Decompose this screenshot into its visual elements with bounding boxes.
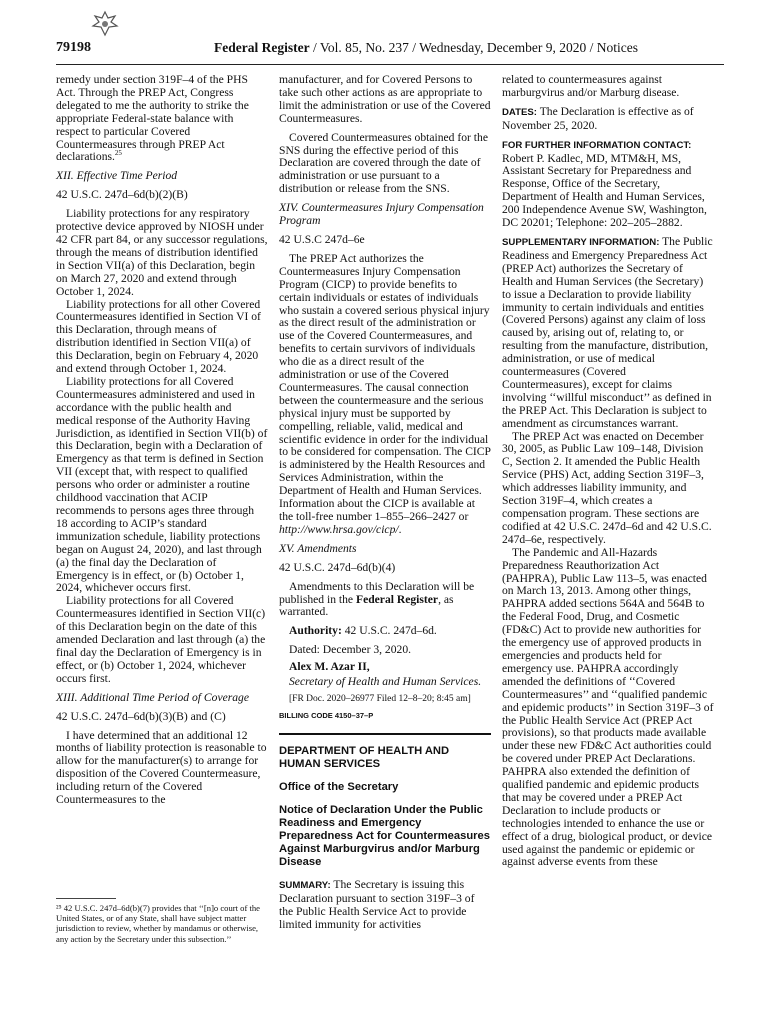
column-2: [279, 74, 491, 937]
section-heading: XII. Effective Time Period: [56, 169, 178, 183]
signer-name: Alex M. Azar II,: [289, 660, 370, 674]
header-rule: [56, 64, 724, 65]
dated-line: Dated: December 3, 2020.: [289, 643, 412, 657]
paragraph: Liability protections for all other Covered Countermeasures identified in Section VI of this Declaration, through means of distribution identified in Section VII(a) of this Declaration, begin on February 4, 2020 and extend through October 1, 2024.: [56, 297, 261, 376]
page-number: 79198: [56, 40, 91, 55]
paragraph: I have determined that an additional 12 months of liability protection is reasonable to allow for the manufacturer(s) to arrange for disposition of the Covered Countermeasure, including return of the Covered Countermeasures to the: [56, 728, 267, 807]
document-separator: [279, 733, 491, 735]
paragraph: remedy under section 319F–4 of the PHS Act. Through the PREP Act, Congress delegated to me the authority to strike the appropriate Federal-state balance with respect to particular Covered Countermeasures through PREP Act declarations.$^{25}$: [56, 73, 249, 164]
paragraph: Amendments to this Declaration will be published in the Federal Register, as warranted.: [279, 579, 475, 619]
summary-paragraph: SUMMARY: The Secretary is issuing this Declaration pursuant to section 319F–3 of the Public Health Service Act to provide limited immunity for activities: [279, 877, 475, 931]
section-heading: XV. Amendments: [279, 541, 357, 555]
paragraph: Covered Countermeasures obtained for the SNS during the effective period of this Declaration are covered through the date of administration or use pursuant to a distribution or release from the SNS.: [279, 130, 488, 196]
dates-paragraph: DATES: The Declaration is effective as of November 25, 2020.: [502, 104, 694, 132]
column-3: [502, 74, 714, 869]
footnote-ref[interactable]: 25: [114, 149, 122, 158]
authority-line: Authority: 42 U.S.C. 247d–6d.: [289, 624, 437, 638]
fr-doc-line: [FR Doc. 2020–26977 Filed 12–8–20; 8:45 am]: [289, 693, 471, 704]
agency-heading: DEPARTMENT OF HEALTH AND HUMAN SERVICES: [279, 744, 450, 770]
notice-title: Notice of Declaration Under the Public Readiness and Emergency Preparedness Act for Countermeasures Against Marburgvirus and/or Marburg Disease: [279, 803, 490, 868]
federal-register-name: Federal Register: [355, 592, 439, 606]
paragraph: manufacturer, and for Covered Persons to take such other actions as are appropriate to limit the administration or use of the Covered Countermeasures.: [279, 73, 491, 125]
footnote: ²⁵ 42 U.S.C. 247d–6d(b)(7) provides that ‘‘[n]o court of the United States, or of any State, shall have subject matter jurisdiction to review, whether by mandamus or otherwise, any action by the Secretary under this subsection.’’: [56, 903, 260, 944]
paragraph: Liability protections for any respiratory protective device approved by NIOSH under 42 CFR part 84, or any successor regulations, through the means of distribution identified in Section VII(a) of this Declaration, begin on March 27, 2020 and extend through October 1, 2024.: [56, 207, 268, 298]
section-heading: XIII. Additional Time Period of Coverage: [56, 690, 249, 704]
billing-code: BILLING CODE 4150–37–P: [279, 710, 374, 720]
section-heading: XIV. Countermeasures Injury Compensation Program: [279, 201, 484, 228]
office-heading: Office of the Secretary: [279, 780, 399, 793]
citation: 42 U.S.C. 247d–6d(b)(4): [279, 560, 396, 574]
header-title: [214, 40, 638, 56]
citation: 42 U.S.C 247d–6e: [279, 232, 365, 246]
header-issue-info: / Vol. 85, No. 237 / Wednesday, December 9, 2020 / Notices: [309, 40, 638, 55]
paragraph: Liability protections for all Covered Countermeasures administered and used in accordance with the public health and medical response of the Authority Having Jurisdiction, as identified in Section VII(b) of this Declaration, begin with a Declaration of Emergency as that term is defined in Section VII (except that, with respect to qualified persons who order or administer a routine childhood vaccination that ACIP recommends to persons ages three through 18 according to ACIP’s standard immunization schedule, liability protections began on August 24, 2020), and last through (a) the final day the Declaration of Emergency is in effect, or (b) October 1, 2024, whichever occurs first.: [56, 374, 268, 595]
paragraph: The PREP Act was enacted on December 30, 2005, as Public Law 109–148, Division C, Section 2. It amended the Public Health Service (PHS) Act, adding Section 319F–3, which addresses liability immunity, and Section 319F–4, which creates a compensation program. These sections are codified at 42 U.S.C. 247d–6d and 42 U.S.C. 247d–6e, respectively.: [502, 429, 712, 546]
page-header: [56, 40, 724, 60]
supplementary-paragraph: SUPPLEMENTARY INFORMATION: The Public Readiness and Emergency Preparedness Act (PREP Act) authorizes the Secretary of Health and Human Services (the Secretary) to issue a Declaration to provide liability immunity to certain individuals and entities (Covered Persons) against any claim of loss caused by, arising out of, relating to, or resulting from the manufacture, distribution, administration, or use of medical countermeasures (Covered Countermeasures), except for claims involving ‘‘willful misconduct’’ as defined in the PREP Act. This Declaration is subject to amendment as circumstances warrant.: [502, 234, 713, 430]
footnote-rule: [56, 898, 116, 899]
paragraph: The PREP Act authorizes the Countermeasures Injury Compensation Program (CICP) to provide benefits to certain individuals or estates of individuals who sustain a covered serious physical injury as the direct result of the administration or use of the Covered Countermeasures, and benefits to certain survivors of individuals who die as a direct result of the administration or use of the Covered Countermeasures. The causal connection between the countermeasure and the serious physical injury must be supported by compelling, reliable, valid, medical and scientific evidence in order for the individual to be considered for compensation. The CICP is administered by the Health Resources and Services Administration, within the Department of Health and Human Services. Information about the CICP is available at the toll-free number 1–855–266–2427 or http://www.hrsa.gov/cicp/.: [279, 251, 491, 536]
signer-title: Secretary of Health and Human Services.: [289, 675, 482, 689]
column-1: [56, 74, 268, 807]
paragraph: The Pandemic and All-Hazards Preparedness Reauthorization Act (PAHPRA), Public Law 113–5, was enacted on March 13, 2013. Among other things, PAHPRA added sections 564A and 564B to the Federal Food, Drug, and Cosmetic (FD&C) Act to provide new authorities for the emergency use of approved products in emergencies and products held for emergency use. PAHPRA accordingly amended the definitions of ‘‘Covered Countermeasures’’ and ‘‘qualified pandemic and epidemic products’’ in Section 319F–3 of the Public Health Service Act (PREP Act provisions), so that products made available under these new FD&C Act authorities could be covered under PREP Act Declarations. PAHPRA also extended the definition of qualified pandemic and epidemic products that may be covered under a PREP Act Declaration to include products or technologies intended to enhance the use or effect of a drug, biological product, or device used against the pandemic or epidemic or against adverse events from these: [502, 545, 714, 869]
citation: 42 U.S.C. 247d–6d(b)(3)(B) and (C): [56, 709, 226, 723]
paragraph: Liability protections for all Covered Countermeasures identified in Section VII(c) of this Declaration begin on the date of this amended Declaration and last through (a) the final day the Declaration of Emergency is in effect, or (b) October 1, 2024, whichever occurs first.: [56, 594, 266, 685]
citation: 42 U.S.C. 247d–6d(b)(2)(B): [56, 188, 188, 202]
cicp-link[interactable]: http://www.hrsa.gov/cicp/: [279, 522, 399, 536]
gpo-authentication-seal-icon: [90, 10, 120, 38]
contact-label: FOR FURTHER INFORMATION CONTACT:: [502, 139, 692, 151]
paragraph: related to countermeasures against marburgvirus and/or Marburg disease.: [502, 73, 680, 99]
journal-name: Federal Register: [214, 40, 310, 55]
contact-paragraph: Robert P. Kadlec, MD, MTM&H, MS, Assistant Secretary for Preparedness and Response, Office of the Secretary, Department of Health and Human Services, 200 Independence Avenue SW, Washington, DC 20201; Telephone: 202–205–2882.: [502, 151, 707, 230]
